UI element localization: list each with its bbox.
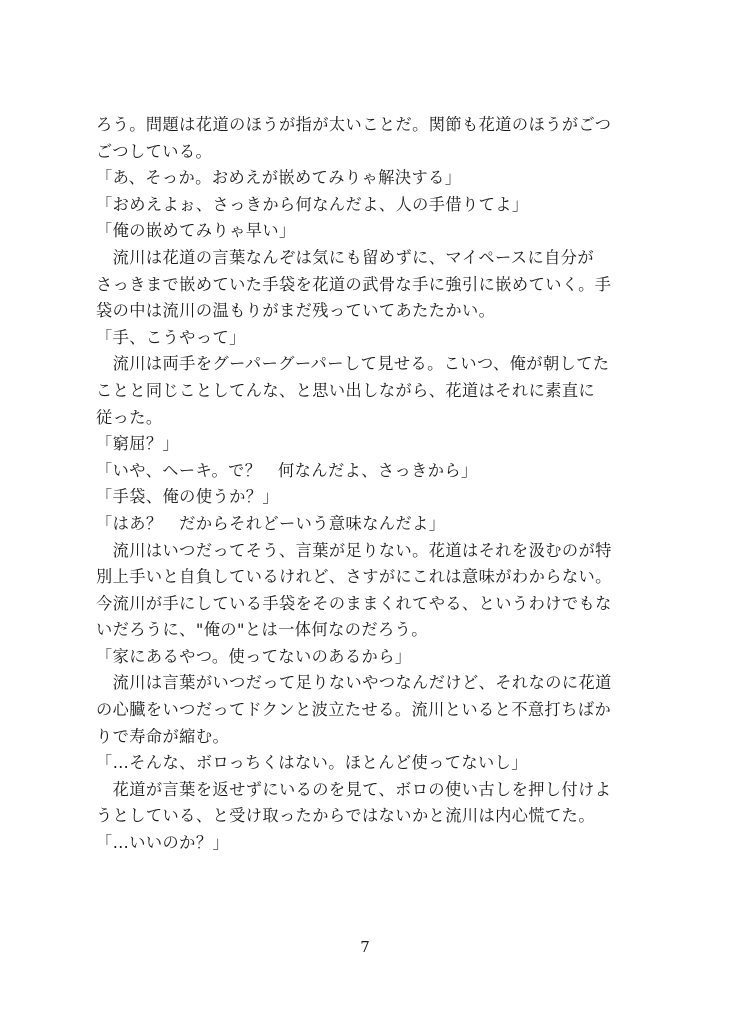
- text-line: 袋の中は流川の温もりがまだ残っていてあたたかい。: [96, 301, 496, 321]
- body-text: [96, 112, 641, 857]
- text-line: 花道が言葉を返せずにいるのを見て、ボロの使い古しを押し付けよ: [96, 779, 612, 799]
- text-line: 「俺の嵌めてみりゃ早い」: [96, 221, 296, 241]
- text-line: 今流川が手にしている手袋をそのままくれてやる、というわけでもな: [96, 593, 612, 613]
- text-line: 「家にあるやつ。使ってないのあるから」: [96, 646, 412, 666]
- text-line: うとしている、と受け取ったからではないかと流川は内心慌てた。: [96, 806, 595, 826]
- text-line: ごつしている。: [96, 141, 213, 161]
- text-line: 流川は花道の言葉なんぞは気にも留めずに、マイペースに自分が: [96, 247, 594, 267]
- text-line: 流川はいつだってそう、言葉が足りない。花道はそれを汲むのが特: [96, 540, 612, 560]
- text-line: 「あ、そっか。おめえが嵌めてみりゃ解決する」: [96, 168, 462, 188]
- text-line: 「…いいのか？」: [96, 833, 230, 853]
- text-line: 別上手いと自負しているけれど、さすがにこれは意味がわからない。: [96, 567, 612, 587]
- page-number: 7: [360, 938, 370, 956]
- text-line: 「いや、ヘーキ。で？ 何なんだよ、さっきから」: [96, 460, 478, 480]
- text-line: さっきまで嵌めていた手袋を花道の武骨な手に強引に嵌めていく。手: [96, 274, 612, 294]
- text-line: ろう。問題は花道のほうが指が太いことだ。関節も花道のほうがごつ: [96, 115, 612, 134]
- text-line: 「窮屈？」: [96, 434, 180, 454]
- text-line: 「手袋、俺の使うか？」: [96, 487, 280, 507]
- text-line: いだろうに、"俺の"とは一体何なのだろう。: [96, 620, 428, 640]
- text-line: 流川は両手をグーパーグーパーして見せる。こいつ、俺が朝してた: [96, 354, 610, 374]
- text-line: 「手、こうやって」: [96, 327, 246, 347]
- text-line: 流川は言葉がいつだって足りないやつなんだけど、それなのに花道: [96, 673, 612, 693]
- text-line: 「…そんな、ボロっちくはない。ほとんど使ってないし」: [96, 753, 528, 773]
- text-line: 「おめえよぉ、さっきから何なんだよ、人の手借りてよ」: [96, 194, 529, 214]
- text-line: 「はあ？ だからそれどーいう意味なんだよ」: [96, 513, 446, 533]
- text-line: 従った。: [96, 407, 163, 427]
- text-line: ことと同じことしてんな、と思い出しながら、花道はそれに素直に: [96, 380, 596, 400]
- text-line: の心臓をいつだってドクンと波立たせる。流川といると不意打ちばか: [96, 700, 612, 720]
- text-line: りで寿命が縮む。: [96, 726, 230, 746]
